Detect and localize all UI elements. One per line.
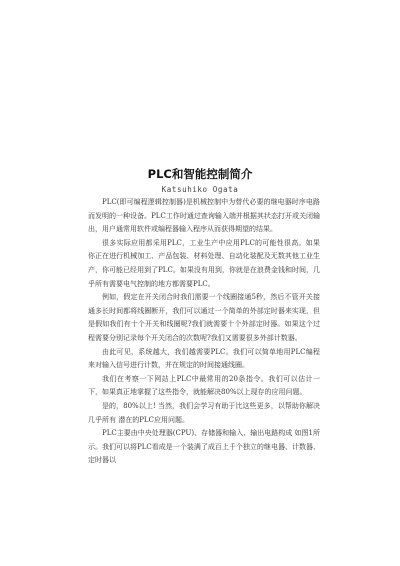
paragraph-6: 是的，80%以上! 当然，我们会学习有助于比这些更多，以帮助你解决几乎所有 潜在的PLC应用问题。: [88, 401, 320, 424]
paragraph-1: PLC(即可编程逻辑控制器)是机械控制中为替代必要的继电器时序电路而发明的一种设备。PLC工作时通过查询输入端并根据其状态打开或关闭输出，用户通常用软件或编程器输入程序从而获得期望的结果。: [88, 198, 320, 234]
page-title: PLC和智能控制简介: [147, 167, 253, 181]
paragraph-7: PLC主要由中央处理器(CPU)、存储器和输入、输出电路构成 如图1所示。我们可以将PLC看成是一个装满了成百上千个独立的继电器、计数器、定时器以: [88, 429, 320, 465]
document-body: [88, 196, 320, 468]
author-name: Katsuhiko Ogata: [161, 185, 239, 194]
paragraph-2: 很多实际应用都采用PLC，工业生产中应用PLC的可能性很高。如果你正在进行机械加工、产品包装、材料处理、自动化装配及无数其他工业生产，你可能已经用到了PLC。如果没有用到，你就是在浪费金钱和时间，几乎所有需要电气控制的地方都需要PLC。: [88, 238, 320, 288]
paragraph-5: 我们在考察一下网站上PLC中最常用的20条指令。我们可以估计一下，如果真正地掌握了这些指令，就能解决80%以上现存的应用问题。: [88, 374, 320, 397]
paragraph-4: 由此可见，系统越大，我们越需要PLC。我们可以简单地用PLC编程来对输入信号进行计数，并在规定的时间接通线圈。: [88, 347, 320, 370]
paragraph-3: 例如，假定在开关闭合时我们需要一个线圈接通5秒，然后不管开关接通多长时间都将线圈断开，我们可以通过一个简单的外部定时器来实现，但是假如我们有十个开关和线圈呢?我们就需要十个外部定时器。如果这个过程需要分别记录每个开关闭合的次数呢?我们又需要很多外部计数器。: [88, 293, 320, 342]
